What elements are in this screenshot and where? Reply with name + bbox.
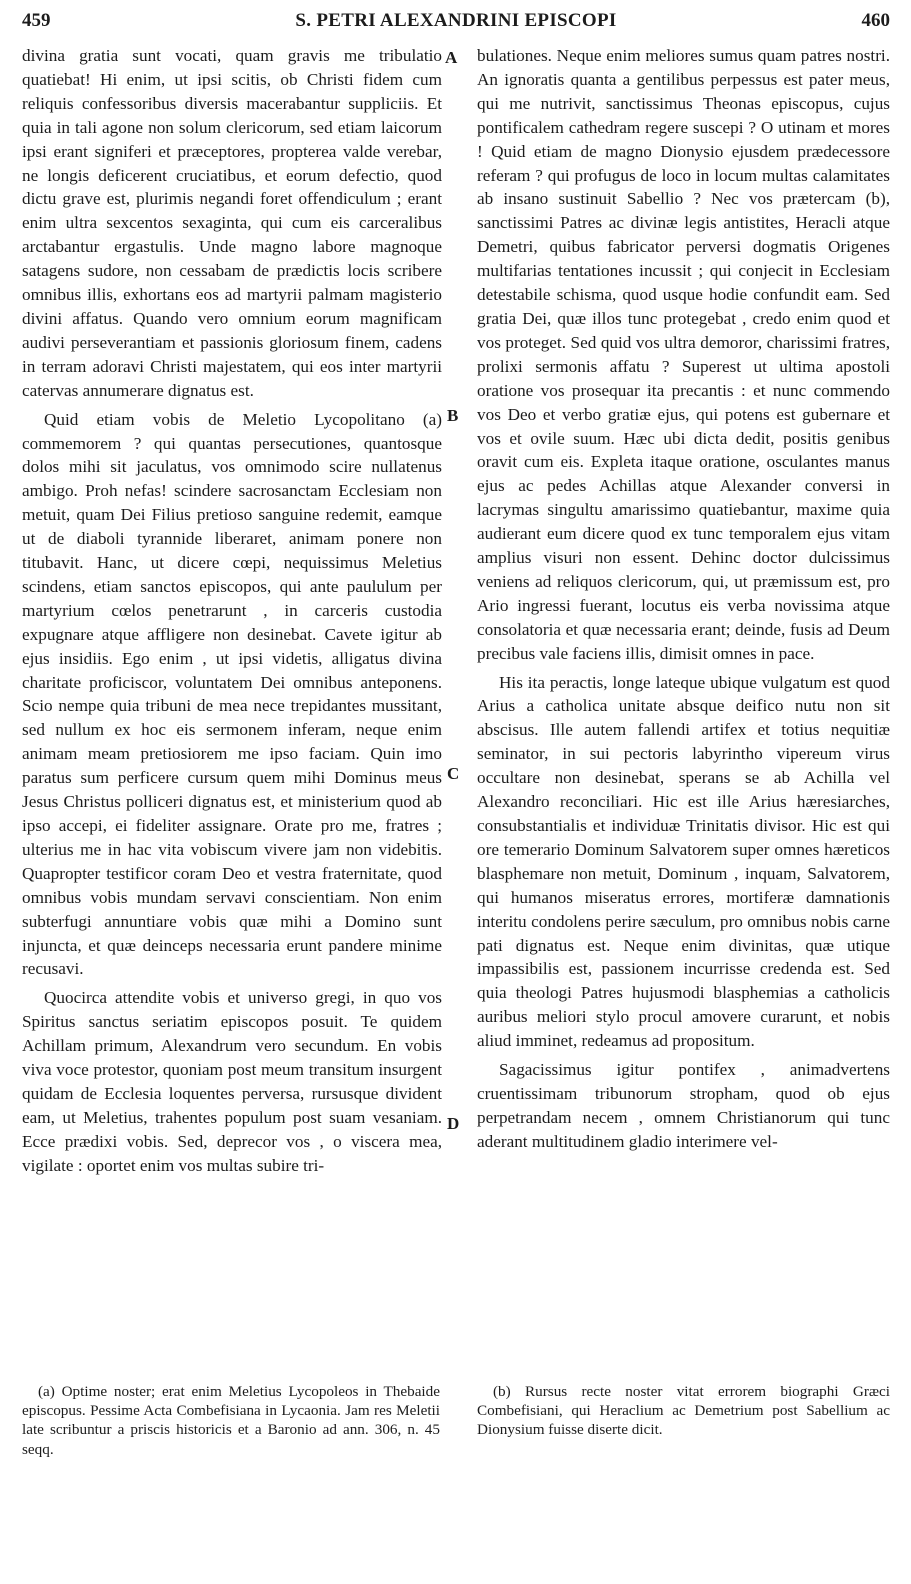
footnote-a	[22, 1382, 440, 1459]
section-marker-c: C	[447, 764, 460, 783]
right-paragraph-1: bulationes. Neque enim meliores sumus quam patres nostri. An ignoratis quanta a gentilibus perpessus est pater meus, qui me nutrivit, sanctissimus Theonas episcopus, cujus pontificalem cathedram regere suscepi ? O utinam et mores ! Quid etiam de magno Dionysio ejusdem prædecessore referam ? qui profugus de loco in locum multas calamitates ab insano sustinuit Sabellio ? Nec vos prætercam (b), sanctissimi Patres ac divinæ legis antistites, Heracli atque Demetri, quibus fabricator perversi dogmatis Origenes multifarias tentationes incussit ; qui conjecit in Ecclesiam detestabile schisma, quod usque hodie confundit eam. Sed gratia Dei, quæ illos tunc protegebat , credo enim quod et vos proteget. Sed quid vos ultra demoror, charissimi fratres, prolixi sermonis affatu ? Superest ut ultima apostoli oratione vos prosequar ita precantis : et nunc commendo vos Deo et verbo gratiæ ejus, qui potens est gubernare et vos et ovile suum. Hæc ubi dicta dedit, positis genibus oravit cum eis. Expleta itaque oratione, osculantes manus ejus ac pedes Achillas atque Alexander conversi in lacrymas singultu amarissimo quatiebantur, maxime quia audierant eum dicere quod ex tunc temporalem ejus vitam amplius visuri non essent. Dehinc doctor dulcissimus veniens ad reliquos clericorum, qui, ut præmissum est, pro Ario ingressi fuerant, locutus eis verba novissima atque consolatoria et quæ necessaria erant; deinde, fusis ad Deum precibus vale faciens illis, dimisit omnes in pace.	[477, 46, 890, 663]
section-marker-d: D	[447, 1114, 460, 1133]
running-title: S. PETRI ALEXANDRINI EPISCOPI	[295, 10, 617, 31]
section-marker-a: A	[445, 48, 458, 67]
right-paragraph-3: Sagacissimus igitur pontifex , animadvertens cruentissimam tribunorum stropham, quod ob ejus perpetrandam necem , omnem Christianorum qui tunc aderant multitudinem gladio interimere vel-	[477, 1060, 890, 1151]
right-column	[477, 44, 890, 1154]
section-marker-b: B	[447, 406, 459, 425]
left-paragraph-1: divina gratia sunt vocati, quam gravis me tribulatio quatiebat! Hi enim, ut ipsi scitis, ob Christi fidem cum reliquis confessoribus diversis macerabantur suppliciis. Et quia in tali agone non solum clericorum, sed etiam laicorum ipsi erant signiferi et præceptores, propterea valde verebar, ne longis deficerent cruciatibus, et eorum defectio, quod dictu grave est, plurimis negandi foret offendiculum ; erant enim ultra sexcentos sexaginta, qui cum eis carceralibus arctabantur ergastulis. Unde magno labore magnoque satagens sudore, non cessabam de prædictis locis scribere omnibus illis, exhortans eos ad martyrii palmam magisterio divini affatus. Quando vero omnium eorum magnificam audivi perseverantiam et passionis gloriosum finem, cadens in terram adoravi Christi majestatem, qui eos inter martyrii catervas annumerare dignatus est.	[22, 46, 442, 400]
running-header	[22, 10, 890, 40]
page-number-right: 460	[861, 10, 890, 31]
footnote-b	[477, 1382, 890, 1440]
right-paragraph-2: His ita peractis, longe lateque ubique vulgatum est quod Arius a catholica unitate absque deifico nutu non sit abscisus. Ille autem fallendi artifex et totius nequitiæ seminator, in sui pectoris labyrintho vipereum virus occultare non desinebat, sperans se ab Achilla vel Alexandro reconciliari. Hic est ille Arius hæresiarches, consubstantialis et individuæ Trinitatis divisor. Hic est qui ore temerario Dominum Salvatorem super omnes hæreticos blasphemare non metuit, Dominum , inquam, Salvatorem, qui humanos miseratus errores, mortiferæ damnationis interitu condolens perire sæculum, pro omnibus nobis carne pati dignatus est. Neque enim divinitas, quæ utique impassibilis est, passionem incurrisse credenda est. Sed quia theologi Patres hujusmodi blasphemias a catholicis auribus meliori stylo procul amovere curarunt, et nobis aliud imminet, redeamus ad propositum.	[477, 672, 890, 1051]
footnote-a-text: (a) Optime noster; erat enim Meletius Lycopoleos in Thebaide episcopus. Pessime Acta Combefisiana in Lycaonia. Jam res Meletii late scribuntur a priscis historicis et a Baronio ad ann. 306, n. 45 seqq.	[22, 1383, 440, 1458]
page-number-left: 459	[22, 10, 51, 31]
left-paragraph-3: Quocirca attendite vobis et universo gregi, in quo vos Spiritus sanctus seriatim episcopos posuit. Te quidem Achillam primum, Alexandrum vero secundum. En vobis viva voce protestor, quoniam post meum transitum insurgent quidam de Ecclesia loquentes perversa, rursusque divident eam, ut Meletius, trahentes populum post suam vesaniam. Ecce prædixi vobis. Sed, deprecor vos , o viscera mea, vigilate : oportet enim vos multas subire tri-	[22, 988, 442, 1175]
left-column	[22, 44, 442, 1178]
left-paragraph-2: Quid etiam vobis de Meletio Lycopolitano (a) commemorem ? qui quantas persecutiones, quantosque dolos mihi sit jaculatus, vos omnimodo scire nullatenus ambigo. Proh nefas! scindere sacrosanctam Ecclesiam non metuit, quam Dei Filius pretioso sanguine redemit, eamque ut de diaboli tyrannide liberaret, animam ponere non titubavit. Hanc, ut dicere cœpi, nequissimus Meletius scindens, etiam sanctos episcopos, qui ante paululum per martyrium cœlos penetrarunt , in carceris custodia expugnare atque affligere non desinebat. Cavete igitur ab ejus insidiis. Ego enim , ut ipsi videtis, alligatus divina charitate proficiscor, voluntatem Dei omnibus anteponens. Scio nempe quia tribuni de mea nece trepidantes mussitant, sed nullum ex hoc eis sermonem inferam, neque enim animam meam pretiosiorem me ipso faciam. Quin imo paratus sum perficere cursum quem mihi Dominus meus Jesus Christus polliceri dignatus est, et ministerium quod ab ipso accepi, ei fideliter assignare. Orate pro me, fratres ; ulterius me in hac vita vobiscum vivere jam non videbitis. Quapropter testificor coram Deo et vestra fraternitate, quod omnibus vobis mundam servavi conscientiam. Non enim subterfugi annuntiare vobis quæ mihi a Domino sunt injuncta, et quæ deinceps necessaria erunt pandere minime recusavi.	[22, 409, 442, 979]
footnote-b-text: (b) Rursus recte noster vitat errorem biographi Græci Combefisiani, qui Heraclium ac Demetrium post Sabellium ac Dionysium fuisse diserte dicit.	[477, 1383, 890, 1439]
